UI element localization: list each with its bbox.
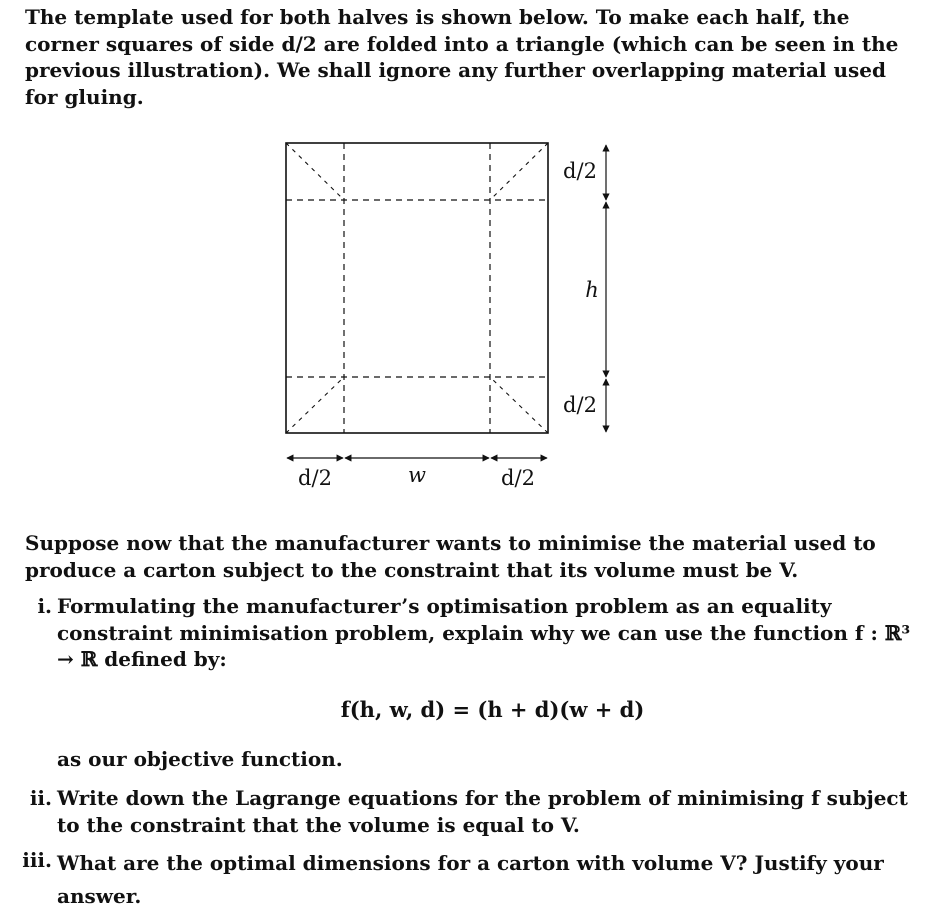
question-number: ii.: [29, 786, 52, 810]
objective-formula: f(h, w, d) = (h + d)(w + d): [340, 697, 645, 722]
intro-paragraph: The template used for both halves is shown below. To make each half, the corner squares of side d/2 are folded into a triangle (which can be seen in the previous illustration). We shall ignore any further overlapping material used for gluing.: [25, 5, 899, 109]
question-text: Write down the Lagrange equations for the problem of minimising f subject to the constraint that the volume is equal to V.: [57, 786, 908, 837]
corner-diagonals: [286, 143, 548, 433]
label-bottom-left: d/2: [298, 466, 332, 490]
question-1-continuation: as our objective function.: [57, 747, 343, 771]
label-bottom-mid: w: [408, 463, 426, 487]
label-bottom-right: d/2: [501, 466, 535, 490]
label-right-mid: h: [585, 278, 599, 302]
question-text: What are the optimal dimensions for a carton with volume V? Justify your answer.: [57, 851, 884, 908]
template-outline: [286, 143, 548, 433]
question-number: i.: [37, 594, 52, 618]
problem-statement: Suppose now that the manufacturer wants to minimise the material used to produce a carton subject to the constraint that its volume must be V.: [25, 531, 876, 582]
fold-lines: [286, 143, 548, 433]
label-right-top: d/2: [563, 159, 597, 183]
question-text: Formulating the manufacturer’s optimisation problem as an equality constraint minimisation problem, explain why we can use the function f : ℝ³ → ℝ defined by:: [57, 594, 911, 671]
question-number: iii.: [22, 848, 52, 872]
label-right-bottom: d/2: [563, 393, 597, 417]
